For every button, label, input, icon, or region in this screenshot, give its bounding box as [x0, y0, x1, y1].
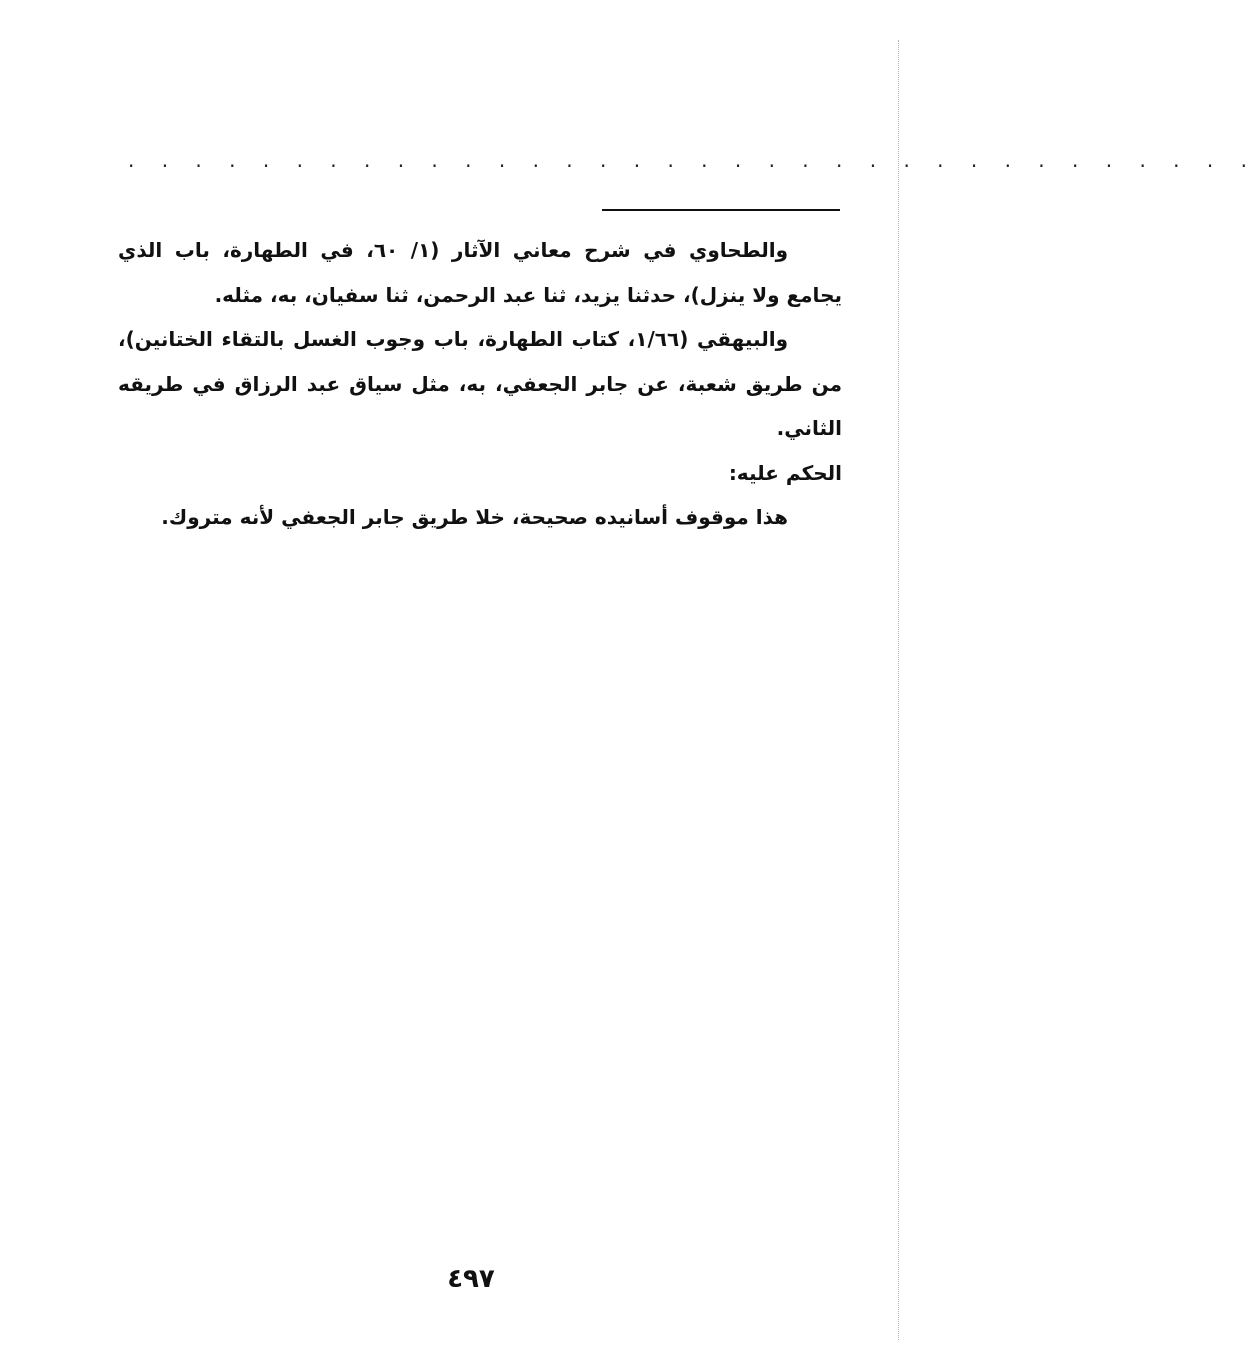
- footnote-rule: [602, 209, 840, 211]
- footnotes-block: [118, 228, 842, 540]
- page-edge-line: [898, 40, 899, 1340]
- footnote-tahawi: والطحاوي في شرح معاني الآثار (١/ ٦٠، في الطهارة، باب الذي يجامع ولا ينزل)، حدثنا يزيد، ثنا عبد الرحمن، ثنا سفيان، به، مثله.: [118, 238, 842, 307]
- dotted-separator: . . . . . . . . . . . . . . . . . . . . . . . . . . . . . . . . . .: [128, 148, 1257, 172]
- page-number: ٤٩٧: [447, 1264, 495, 1294]
- verdict-heading: الحكم عليه:: [728, 460, 842, 485]
- footnote-bayhaqi: والبيهقي (١/٦٦، كتاب الطهارة، باب وجوب الغسل بالتقاء الختانين)، من طريق شعبة، عن جابر الجعفي، به، مثل سياق عبد الرزاق في طريقه الثاني.: [118, 327, 842, 440]
- verdict-text: هذا موقوف أسانيده صحيحة، خلا طريق جابر الجعفي لأنه متروك.: [161, 505, 788, 529]
